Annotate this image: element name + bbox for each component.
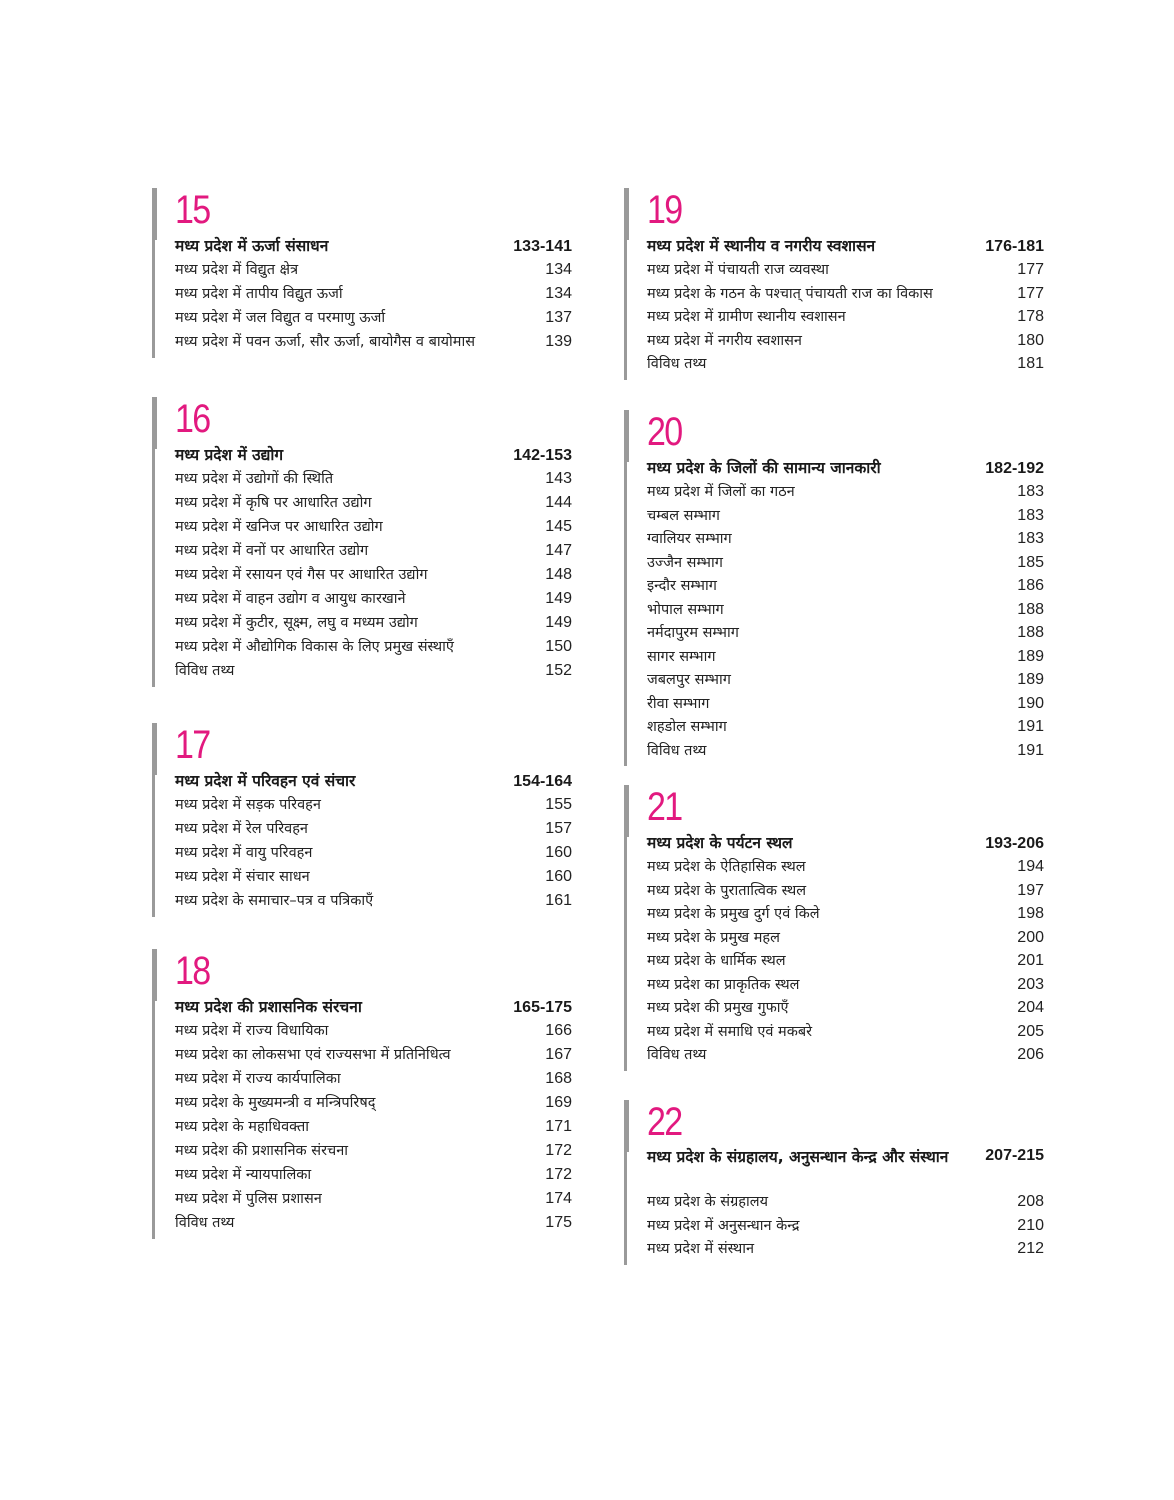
- toc-entry-page: 149: [545, 614, 572, 631]
- chapter-number: 21: [647, 785, 682, 829]
- chapter-page-range: 193-206: [985, 835, 1044, 852]
- toc-entry-label: मध्य प्रदेश में वाहन उद्योग व आयुध कारखाने: [175, 591, 406, 607]
- toc-entry-label: मध्य प्रदेश में कृषि पर आधारित उद्योग: [175, 495, 372, 511]
- toc-entry-page: 210: [1017, 1216, 1044, 1234]
- toc-entry-page: 204: [1017, 999, 1044, 1016]
- toc-entry[interactable]: [175, 1115, 572, 1139]
- toc-entry-page: 160: [545, 844, 572, 861]
- toc-entry-page: 191: [1017, 741, 1044, 759]
- toc-entry[interactable]: [175, 1187, 572, 1211]
- toc-entry[interactable]: [647, 504, 1044, 528]
- toc-entry-page: 167: [545, 1046, 572, 1063]
- toc-entry[interactable]: [175, 587, 572, 611]
- toc-entry[interactable]: [647, 949, 1044, 973]
- toc-entry[interactable]: [647, 598, 1044, 622]
- toc-entry-page: 160: [545, 868, 572, 885]
- toc-entry-label: मध्य प्रदेश के मुख्यमन्त्री व मन्त्रिपरिषद्: [175, 1095, 376, 1111]
- toc-entry-page: 183: [1017, 506, 1044, 524]
- toc-entry-label: मध्य प्रदेश में न्यायपालिका: [175, 1167, 312, 1183]
- topic-list: [175, 1019, 572, 1235]
- chapter-title: मध्य प्रदेश में उद्योग: [175, 446, 284, 464]
- chapter-heading[interactable]: [175, 995, 572, 1020]
- chapter-heading[interactable]: [175, 443, 572, 468]
- chapter-number: 18: [175, 949, 210, 993]
- toc-entry-label: मध्य प्रदेश में जिलों का गठन: [647, 484, 795, 500]
- toc-entry[interactable]: [647, 1214, 1044, 1238]
- toc-entry-page: 157: [545, 820, 572, 837]
- chapter-block: [152, 949, 572, 1239]
- toc-entry[interactable]: [647, 996, 1044, 1020]
- toc-entry-label: मध्य प्रदेश में खनिज पर आधारित उद्योग: [175, 519, 383, 535]
- toc-entry-page: 185: [1017, 553, 1044, 571]
- toc-entry[interactable]: [175, 282, 572, 306]
- toc-entry-label: मध्य प्रदेश के ऐतिहासिक स्थल: [647, 859, 806, 875]
- toc-entry-page: 200: [1017, 928, 1044, 946]
- topic-list: [647, 480, 1044, 762]
- toc-entry[interactable]: [175, 1211, 572, 1235]
- toc-entry-page: 148: [545, 566, 572, 583]
- toc-entry-page: 155: [545, 796, 572, 813]
- toc-entry[interactable]: [647, 1190, 1044, 1214]
- toc-entry-label: मध्य प्रदेश में नगरीय स्वशासन: [647, 332, 802, 349]
- chapter-rule: [152, 188, 157, 240]
- toc-entry-page: 188: [1017, 624, 1044, 641]
- toc-entry-page: 183: [1017, 483, 1044, 500]
- toc-entry-page: 191: [1017, 718, 1044, 735]
- toc-entry-label: मध्य प्रदेश में रसायन एवं गैस पर आधारित उद्योग: [175, 567, 428, 583]
- toc-entry-label: भोपाल सम्भाग: [647, 601, 724, 618]
- toc-entry-page: 172: [545, 1142, 572, 1159]
- toc-entry-label: मध्य प्रदेश में अनुसन्धान केन्द्र: [647, 1217, 800, 1234]
- chapter-block: [152, 723, 572, 917]
- toc-entry[interactable]: [175, 330, 572, 354]
- toc-entry[interactable]: [647, 645, 1044, 669]
- chapter-page-range: 182-192: [985, 460, 1044, 477]
- toc-entry-page: 183: [1017, 530, 1044, 547]
- toc-entry[interactable]: [175, 258, 572, 282]
- chapter-heading[interactable]: [647, 1144, 1044, 1168]
- toc-entry[interactable]: [175, 793, 572, 817]
- chapter-rule: [152, 949, 157, 1001]
- toc-entry-label: चम्बल सम्भाग: [647, 507, 720, 524]
- toc-entry[interactable]: [647, 902, 1044, 926]
- toc-entry-page: 134: [545, 261, 572, 278]
- chapter-heading[interactable]: [647, 234, 1044, 259]
- toc-entry-label: सागर सम्भाग: [647, 648, 716, 665]
- chapter-title: मध्य प्रदेश के जिलों की सामान्य जानकारी: [647, 459, 881, 477]
- toc-entry[interactable]: [647, 668, 1044, 692]
- toc-entry-page: 181: [1017, 355, 1044, 372]
- toc-entry-label: मध्य प्रदेश की प्रशासनिक संरचना: [175, 1143, 349, 1159]
- toc-entry-page: 169: [545, 1094, 572, 1111]
- toc-entry-page: 189: [1017, 647, 1044, 665]
- toc-entry-page: 212: [1017, 1240, 1044, 1257]
- toc-entry[interactable]: [647, 258, 1044, 282]
- toc-entry[interactable]: [647, 715, 1044, 739]
- toc-entry-label: मध्य प्रदेश में औद्योगिक विकास के लिए प्रमुख संस्थाएँ: [175, 639, 454, 655]
- toc-entry-label: मध्य प्रदेश में रेल परिवहन: [175, 821, 308, 837]
- toc-entry-label: रीवा सम्भाग: [647, 695, 710, 712]
- chapter-block: [152, 397, 572, 687]
- chapter-heading[interactable]: [175, 234, 572, 259]
- toc-entry-page: 177: [1017, 284, 1044, 302]
- chapter-rule: [624, 188, 629, 240]
- toc-entry-label: शहडोल सम्भाग: [647, 719, 727, 735]
- toc-entry-label: विविध तथ्य: [175, 663, 235, 679]
- toc-entry-label: मध्य प्रदेश में संचार साधन: [175, 869, 310, 885]
- toc-entry[interactable]: [175, 659, 572, 683]
- toc-entry-label: मध्य प्रदेश की प्रमुख गुफाएँ: [647, 1000, 789, 1016]
- toc-entry-page: 180: [1017, 331, 1044, 349]
- toc-entry-page: 147: [545, 542, 572, 559]
- chapter-number: 20: [647, 410, 682, 454]
- toc-entry-page: 137: [545, 309, 572, 326]
- chapter-rule: [624, 1100, 629, 1152]
- toc-entry[interactable]: [647, 282, 1044, 306]
- toc-entry-label: मध्य प्रदेश का लोकसभा एवं राज्यसभा में प्रतिनिधित्व: [175, 1047, 451, 1063]
- toc-entry-page: 198: [1017, 905, 1044, 922]
- toc-entry-label: मध्य प्रदेश में जल विद्युत व परमाणु ऊर्जा: [175, 310, 386, 326]
- toc-entry[interactable]: [175, 491, 572, 515]
- chapter-title: मध्य प्रदेश के संग्रहालय, अनुसन्धान केन्द्र और संस्थान: [647, 1148, 949, 1166]
- toc-entry-label: जबलपुर सम्भाग: [647, 672, 731, 688]
- toc-entry-label: मध्य प्रदेश में संस्थान: [647, 1241, 755, 1257]
- toc-entry-page: 152: [545, 662, 572, 679]
- toc-entry-label: ग्वालियर सम्भाग: [647, 531, 732, 547]
- toc-entry[interactable]: [647, 1020, 1044, 1044]
- toc-entry[interactable]: [647, 551, 1044, 575]
- chapter-title: मध्य प्रदेश में स्थानीय व नगरीय स्वशासन: [647, 237, 876, 255]
- toc-entry[interactable]: [175, 1067, 572, 1091]
- chapter-page-range: 154-164: [513, 773, 572, 790]
- toc-entry[interactable]: [647, 879, 1044, 903]
- toc-entry[interactable]: [647, 527, 1044, 551]
- chapter-block: [624, 410, 1044, 766]
- toc-entry-page: 149: [545, 590, 572, 607]
- chapter-rule: [152, 397, 157, 449]
- toc-entry[interactable]: [647, 329, 1044, 353]
- chapter-page-range: 142-153: [513, 447, 572, 464]
- toc-entry-page: 189: [1017, 671, 1044, 688]
- chapter-block: [624, 785, 1044, 1071]
- toc-entry-label: मध्य प्रदेश में वनों पर आधारित उद्योग: [175, 543, 369, 559]
- toc-entry[interactable]: [175, 306, 572, 330]
- toc-entry-label: मध्य प्रदेश के प्रमुख दुर्ग एवं किले: [647, 906, 820, 922]
- toc-entry-label: मध्य प्रदेश के पुरातात्विक स्थल: [647, 882, 807, 899]
- toc-entry-page: 194: [1017, 858, 1044, 875]
- toc-entry-label: मध्य प्रदेश के समाचार–पत्र व पत्रिकाएँ: [175, 893, 374, 909]
- toc-entry-label: उज्जैन सम्भाग: [647, 554, 723, 571]
- toc-entry-label: मध्य प्रदेश में उद्योगों की स्थिति: [175, 471, 334, 487]
- toc-entry-page: 203: [1017, 975, 1044, 993]
- chapter-heading[interactable]: [175, 769, 572, 794]
- toc-entry-label: इन्दौर सम्भाग: [647, 578, 717, 594]
- toc-entry-page: 144: [545, 494, 572, 511]
- toc-entry[interactable]: [647, 1237, 1044, 1261]
- toc-entry-page: 150: [545, 638, 572, 655]
- toc-entry-label: मध्य प्रदेश में राज्य विधायिका: [175, 1023, 329, 1039]
- toc-entry-label: मध्य प्रदेश का प्राकृतिक स्थल: [647, 976, 800, 993]
- toc-entry-label: मध्य प्रदेश के प्रमुख महल: [647, 929, 780, 946]
- chapter-rule: [624, 785, 629, 837]
- toc-entry-label: मध्य प्रदेश में पुलिस प्रशासन: [175, 1191, 322, 1207]
- toc-entry[interactable]: [647, 621, 1044, 645]
- toc-entry[interactable]: [175, 889, 572, 913]
- toc-entry[interactable]: [175, 1019, 572, 1043]
- chapter-title: मध्य प्रदेश में ऊर्जा संसाधन: [175, 237, 329, 255]
- toc-entry-label: मध्य प्रदेश के महाधिवक्ता: [175, 1119, 309, 1135]
- toc-entry-label: मध्य प्रदेश के धार्मिक स्थल: [647, 953, 786, 969]
- toc-entry-page: 205: [1017, 1022, 1044, 1040]
- toc-entry-page: 175: [545, 1214, 572, 1231]
- toc-entry-page: 197: [1017, 881, 1044, 899]
- toc-entry[interactable]: [175, 563, 572, 587]
- toc-entry[interactable]: [647, 1043, 1044, 1067]
- toc-entry-page: 190: [1017, 694, 1044, 712]
- toc-entry-page: 206: [1017, 1046, 1044, 1063]
- toc-entry-page: 134: [545, 285, 572, 302]
- topic-list: [175, 793, 572, 913]
- toc-entry[interactable]: [647, 574, 1044, 598]
- toc-entry[interactable]: [175, 1091, 572, 1115]
- toc-entry[interactable]: [175, 539, 572, 563]
- toc-entry-page: 186: [1017, 577, 1044, 594]
- toc-entry-page: 177: [1017, 261, 1044, 278]
- chapter-number: 19: [647, 188, 682, 232]
- toc-entry-page: 171: [545, 1118, 572, 1135]
- toc-entry[interactable]: [175, 865, 572, 889]
- toc-entry-label: मध्य प्रदेश में पंचायती राज व्यवस्था: [647, 262, 829, 278]
- chapter-block: [624, 1100, 1044, 1265]
- toc-entry[interactable]: [175, 1139, 572, 1163]
- toc-entry[interactable]: [175, 817, 572, 841]
- topic-list: [647, 855, 1044, 1067]
- toc-entry-label: मध्य प्रदेश के गठन के पश्चात् पंचायती राज का विकास: [647, 285, 933, 302]
- toc-entry-label: मध्य प्रदेश में ग्रामीण स्थानीय स्वशासन: [647, 309, 846, 325]
- chapter-heading[interactable]: [647, 831, 1044, 856]
- chapter-title: मध्य प्रदेश में परिवहन एवं संचार: [175, 772, 356, 790]
- chapter-block: [624, 188, 1044, 380]
- toc-entry-page: 178: [1017, 308, 1044, 325]
- toc-entry-page: 201: [1017, 952, 1044, 969]
- chapter-page-range: 133-141: [513, 238, 572, 255]
- toc-entry-page: 143: [545, 470, 572, 487]
- toc-entry-label: मध्य प्रदेश के संग्रहालय: [647, 1194, 768, 1210]
- toc-entry-label: मध्य प्रदेश में सड़क परिवहन: [175, 797, 321, 813]
- toc-entry-page: 161: [545, 892, 572, 909]
- chapter-title: मध्य प्रदेश के पर्यटन स्थल: [647, 834, 793, 852]
- toc-entry-label: विविध तथ्य: [647, 742, 707, 759]
- toc-entry-label: मध्य प्रदेश में कुटीर, सूक्ष्म, लघु व मध्यम उद्योग: [175, 615, 418, 631]
- toc-entry[interactable]: [647, 855, 1044, 879]
- toc-entry-label: मध्य प्रदेश में राज्य कार्यपालिका: [175, 1071, 341, 1087]
- toc-entry-label: विविध तथ्य: [647, 356, 707, 372]
- toc-entry[interactable]: [647, 352, 1044, 376]
- chapter-block: [152, 188, 572, 358]
- toc-entry[interactable]: [175, 635, 572, 659]
- topic-list: [647, 1190, 1044, 1261]
- toc-entry-page: 168: [545, 1070, 572, 1087]
- toc-entry-label: विविध तथ्य: [647, 1047, 707, 1063]
- chapter-page-range: 207-215: [985, 1147, 1044, 1164]
- chapter-number: 17: [175, 723, 210, 767]
- toc-entry[interactable]: [175, 1163, 572, 1187]
- toc-entry-label: विविध तथ्य: [175, 1215, 235, 1231]
- chapter-rule: [624, 410, 629, 462]
- toc-entry[interactable]: [175, 1043, 572, 1067]
- toc-entry-page: 188: [1017, 600, 1044, 618]
- toc-entry-label: मध्य प्रदेश में विद्युत क्षेत्र: [175, 262, 299, 278]
- toc-entry[interactable]: [175, 467, 572, 491]
- topic-list: [175, 467, 572, 683]
- topic-list: [647, 258, 1044, 376]
- toc-entry[interactable]: [647, 973, 1044, 997]
- topic-list: [175, 258, 572, 354]
- toc-entry[interactable]: [175, 841, 572, 865]
- toc-entry-label: नर्मदापुरम सम्भाग: [647, 625, 739, 641]
- toc-entry[interactable]: [647, 305, 1044, 329]
- toc-entry-page: 174: [545, 1190, 572, 1207]
- chapter-number: 16: [175, 397, 210, 441]
- toc-entry-label: मध्य प्रदेश में समाधि एवं मकबरे: [647, 1023, 813, 1040]
- toc-entry-label: मध्य प्रदेश में वायु परिवहन: [175, 845, 313, 861]
- chapter-rule: [152, 723, 157, 775]
- toc-entry-page: 139: [545, 333, 572, 350]
- toc-entry[interactable]: [175, 515, 572, 539]
- chapter-title: मध्य प्रदेश की प्रशासनिक संरचना: [175, 998, 362, 1016]
- toc-entry-label: मध्य प्रदेश में पवन ऊर्जा, सौर ऊर्जा, बायोगैस व बायोमास: [175, 334, 475, 350]
- chapter-page-range: 165-175: [513, 999, 572, 1016]
- toc-entry[interactable]: [175, 611, 572, 635]
- toc-entry[interactable]: [647, 692, 1044, 716]
- chapter-number: 15: [175, 188, 210, 232]
- toc-entry-label: मध्य प्रदेश में तापीय विद्युत ऊर्जा: [175, 286, 343, 302]
- chapter-number: 22: [647, 1100, 682, 1144]
- toc-entry-page: 145: [545, 518, 572, 535]
- chapter-heading[interactable]: [647, 456, 1044, 481]
- toc-entry-page: 166: [545, 1022, 572, 1039]
- chapter-page-range: 176-181: [985, 238, 1044, 255]
- toc-entry-page: 208: [1017, 1193, 1044, 1210]
- toc-entry[interactable]: [647, 480, 1044, 504]
- toc-entry-page: 172: [545, 1166, 572, 1183]
- toc-entry[interactable]: [647, 926, 1044, 950]
- toc-entry[interactable]: [647, 739, 1044, 763]
